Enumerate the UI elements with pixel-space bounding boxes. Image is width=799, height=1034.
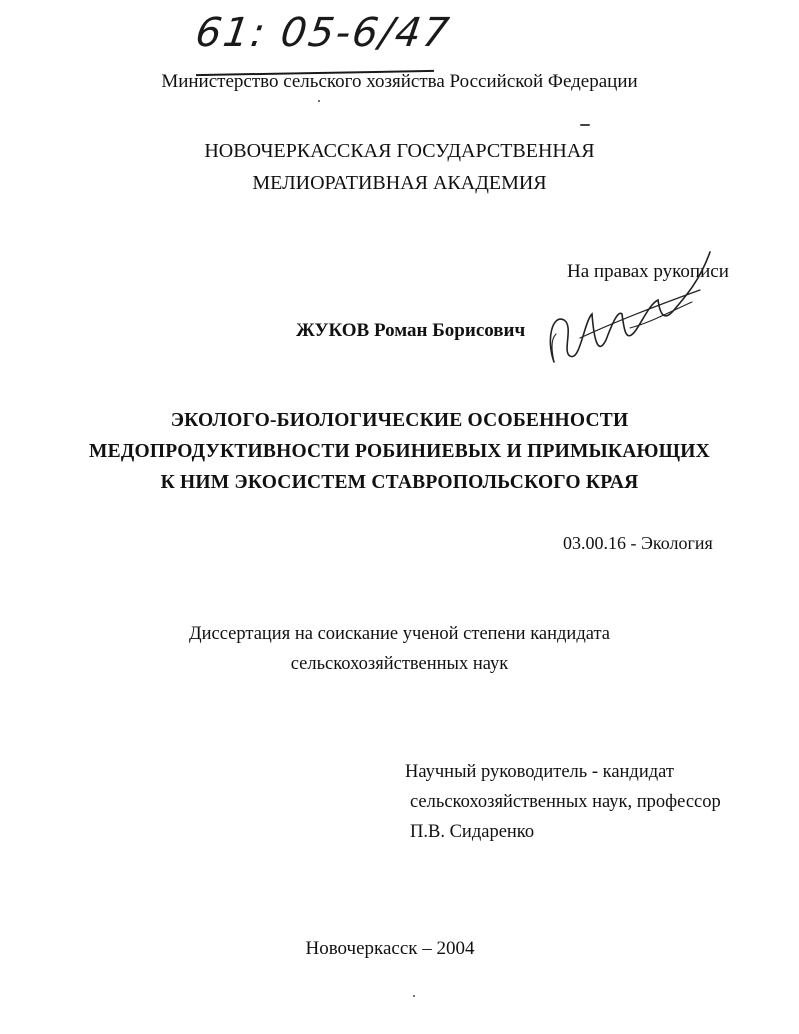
degree-statement-line-1: Диссертация на соискание ученой степени кандидата (189, 624, 610, 644)
manuscript-rights-note: На правах рукописи (567, 261, 729, 282)
supervisor-line-2: сельскохозяйственных наук, профессор (410, 792, 721, 812)
dissertation-title-line-2: МЕДОПРОДУКТИВНОСТИ РОБИНИЕВЫХ И ПРИМЫКАЮЩИХ (89, 441, 710, 462)
academy-name-line-2: МЕЛИОРАТИВНАЯ АКАДЕМИЯ (252, 172, 547, 194)
handwritten-archive-number: 61: 05-6/47 (192, 10, 454, 56)
city-and-year: Новочеркасск – 2004 (305, 938, 475, 959)
degree-statement-line-2: сельскохозяйственных наук (290, 654, 509, 674)
dissertation-title-line-3: К НИМ ЭКОСИСТЕМ СТАВРОПОЛЬСКОГО КРАЯ (160, 472, 639, 493)
author-signature (540, 244, 720, 372)
ministry-name: Министерство сельского хозяйства Российской Федерации (161, 71, 638, 92)
scan-speck (580, 124, 590, 126)
academy-name-line-1: НОВОЧЕРКАССКАЯ ГОСУДАРСТВЕННАЯ (204, 140, 595, 162)
scan-speck (413, 995, 415, 997)
author-name: ЖУКОВ Роман Борисович (296, 320, 526, 341)
dissertation-title-line-1: ЭКОЛОГО-БИОЛОГИЧЕСКИЕ ОСОБЕННОСТИ (170, 410, 629, 431)
specialty-code: 03.00.16 - Экология (563, 533, 713, 553)
scan-speck (318, 100, 320, 102)
supervisor-line-1: Научный руководитель - кандидат (405, 762, 674, 782)
supervisor-name: П.В. Сидаренко (410, 822, 535, 842)
